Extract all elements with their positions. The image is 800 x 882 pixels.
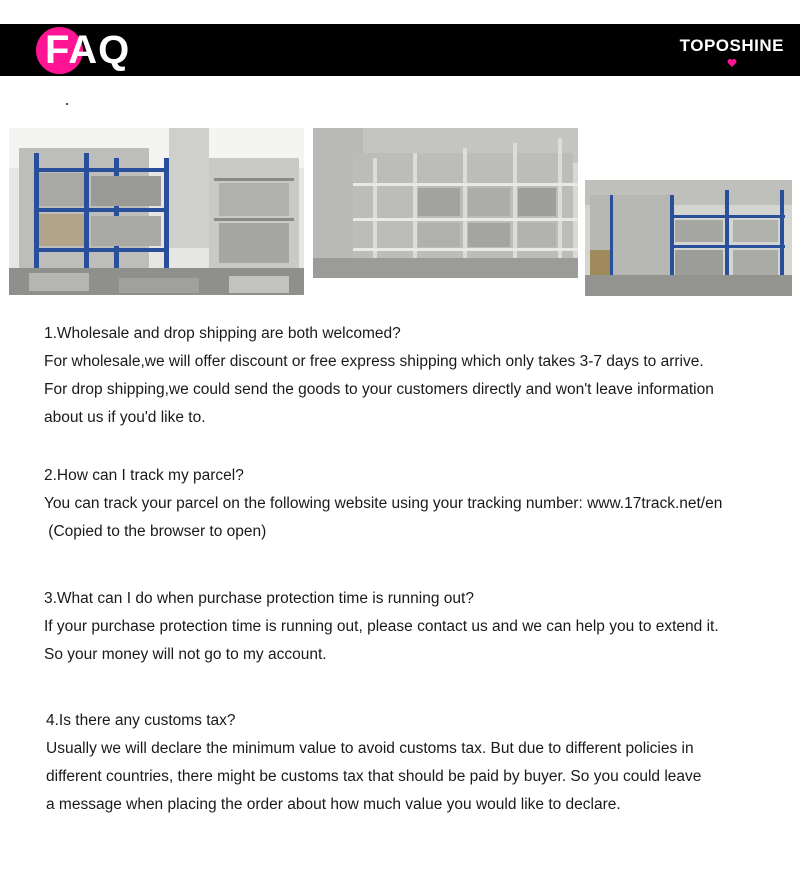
faq-question: 1.Wholesale and drop shipping are both welcomed? — [44, 325, 401, 342]
faq-answer-line: For wholesale,we will offer discount or free express shipping which only takes 3-7 days to arrive. — [44, 353, 704, 370]
brand-logo — [680, 36, 784, 56]
warehouse-photo-2 — [313, 128, 578, 278]
warehouse-photo-3 — [585, 180, 792, 296]
faq-answer-line: So your money will not go to my account. — [44, 646, 327, 663]
header-bar — [0, 24, 800, 76]
warehouse-photo-1 — [9, 128, 304, 295]
faq-logo-text: FAQ — [45, 28, 131, 72]
faq-item — [46, 707, 776, 819]
stray-dot — [66, 103, 68, 105]
faq-item — [44, 320, 774, 432]
faq-question: 3.What can I do when purchase protection time is running out? — [44, 590, 474, 607]
heart-icon — [727, 58, 737, 68]
faq-logo — [36, 26, 146, 74]
faq-item — [44, 585, 774, 669]
faq-item — [44, 462, 774, 546]
faq-answer-line: For drop shipping,we could send the goods to your customers directly and won't leave information — [44, 381, 714, 398]
faq-question: 2.How can I track my parcel? — [44, 467, 244, 484]
brand-name: TOPOSHINE — [679, 36, 784, 55]
faq-answer-line: different countries, there might be customs tax that should be paid by buyer. So you could leave — [46, 768, 702, 785]
faq-answer-line: a message when placing the order about how much value you would like to declare. — [46, 796, 621, 813]
faq-answer-line: about us if you'd like to. — [44, 409, 206, 426]
faq-answer-line: Usually we will declare the minimum value to avoid customs tax. But due to different policies in — [46, 740, 694, 757]
faq-answer-line: (Copied to the browser to open) — [44, 523, 267, 540]
faq-answer-line: You can track your parcel on the following website using your tracking number: www.17track.net/en — [44, 495, 723, 512]
faq-question: 4.Is there any customs tax? — [46, 712, 236, 729]
faq-answer-line: If your purchase protection time is running out, please contact us and we can help you to extend it. — [44, 618, 719, 635]
